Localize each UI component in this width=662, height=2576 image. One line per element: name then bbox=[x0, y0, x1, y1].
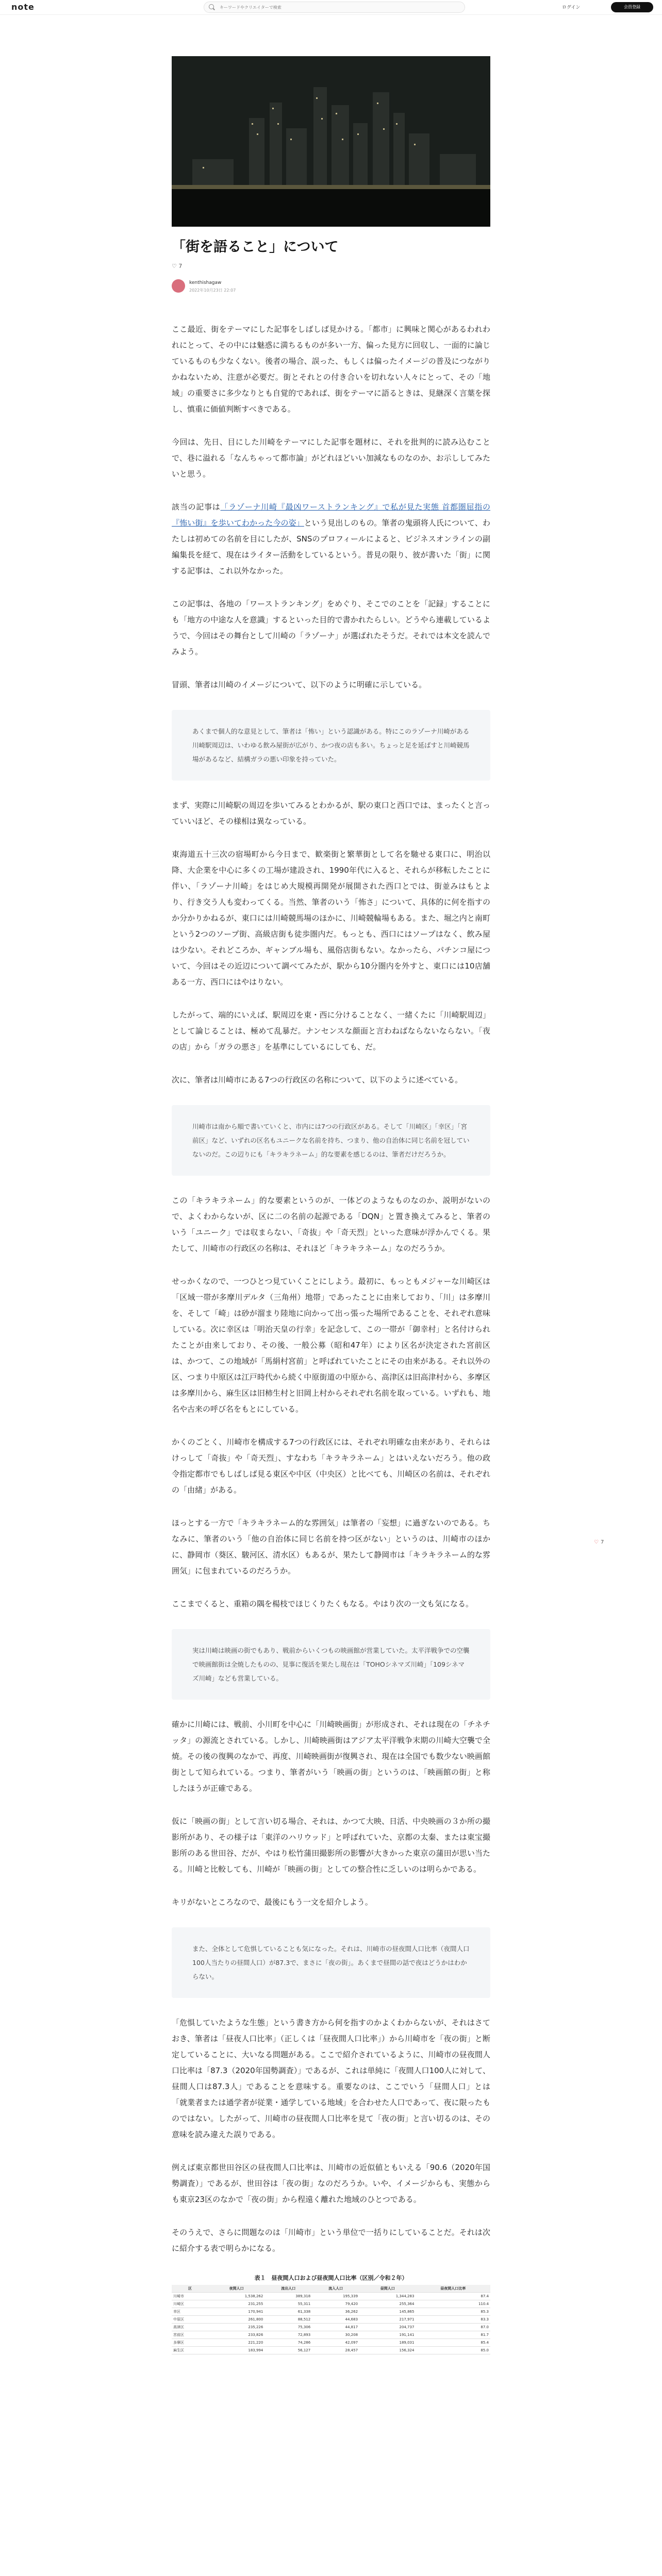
paragraph: この「キラキラネーム」的な要素というのが、一体どのようなものなのか、説明がないので、よくわからないが、区に二の名前の起源である「DQN」と置き換えてみると、筆者のいう「ユニーク」では収まらない、「奇抜」や「奇天烈」といった意味が浮かんでくる。果たして、川崎市の行政区の名称は、それほど「キラキラネーム」なのだろうか。 bbox=[172, 1196, 490, 1253]
paragraph: 今回は、先日、目にした川崎をテーマにした記事を題材に、それを批判的に読み込むことで、巷に溢れる「なんちゃって都市論」がどれほどいい加減なものなのか、お示ししてみたいと思う。 bbox=[172, 437, 490, 479]
table-row bbox=[172, 2339, 490, 2347]
table-cell: 81.7 bbox=[416, 2331, 490, 2339]
search-icon bbox=[209, 4, 214, 9]
login-link[interactable]: ログイン bbox=[562, 5, 581, 10]
table-cell: 麻生区 bbox=[172, 2347, 208, 2354]
table-cell: 87.0 bbox=[416, 2324, 490, 2331]
table-cell: 61,338 bbox=[264, 2308, 312, 2316]
blockquote: あくまで個人的な意見として、筆者は「怖い」という認識がある。特にこのラゾーナ川崎がある川崎駅周辺は、いわゆる飲み屋街が広がり、かつ夜の店も多い。ちょっと足を延ばすと川崎競馬場があるなど、結構ガラの悪い印象を持っていた。 bbox=[172, 710, 490, 781]
population-table bbox=[172, 2285, 490, 2354]
table-cell: 191,141 bbox=[359, 2331, 416, 2339]
table-cell: 30,208 bbox=[312, 2331, 359, 2339]
table-cell: 多摩区 bbox=[172, 2339, 208, 2347]
like-count: 7 bbox=[600, 1539, 604, 1545]
table-cell: 56,127 bbox=[264, 2347, 312, 2354]
table-cell: 261,800 bbox=[208, 2316, 264, 2324]
heart-icon[interactable]: ♡ bbox=[594, 1539, 599, 1545]
table-cell: 高津区 bbox=[172, 2324, 208, 2331]
paragraph: 次に、筆者は川崎市にある7つの行政区の名称について、以下のように述べている。 bbox=[172, 1075, 462, 1084]
blockquote: 実は川崎は映画の街でもあり、戦前からいくつもの映画館が営業していた。太平洋戦争での空襲で映画館街は全焼したものの、見事に復活を果たし現在は「TOHOシネマズ川崎」「109シネマズ川崎」なども営業している。 bbox=[172, 1629, 490, 1700]
blockquote: また、全体として危惧していることも気になった。それは、川崎市の昼夜間人口比率（夜間人口100人当たりの昼間人口）が87.3で、まさに「夜の街」。あくまで昼間の話で夜はどうかはわからない。 bbox=[172, 1927, 490, 1998]
post-date: 2022年10月23日 22:07 bbox=[189, 288, 236, 293]
header-image bbox=[172, 56, 490, 227]
paragraph-text: という見出しのもの。筆者の鬼頭将人氏について、わたしは初めての名前を目にしたが、SNSのプロフィールによると、ビジネスオンラインの副編集長を経て、現在はライター活動をしているという。普見の限り、彼が書いた「街」に関する記事は、これ以外なかった。 bbox=[172, 518, 490, 575]
table-cell: 233,826 bbox=[208, 2331, 264, 2339]
table-cell: 79,420 bbox=[312, 2300, 359, 2308]
paragraph-text: 該当の記事は bbox=[172, 502, 221, 512]
column-header: 区 bbox=[172, 2285, 208, 2293]
search-input[interactable] bbox=[219, 3, 458, 12]
table-cell: 中原区 bbox=[172, 2316, 208, 2324]
signup-button[interactable]: 会員登録 bbox=[611, 2, 653, 12]
table-cell: 195,339 bbox=[312, 2293, 359, 2300]
table-row bbox=[172, 2300, 490, 2308]
paragraph: せっかくなので、一つひとつ見ていくことにしよう。最初に、もっともメジャーな川崎区は「区域一帯が多摩川デルタ（三角州）地帯」であったことに由来しており、「川」は多摩川を、そして「崎」は砂が溜まり陸地に向かって出っ張った場所であることを、それぞれ意味している。次に幸区は「明治天皇の行幸」を記念して、この一帯が「御幸村」と名付けられたことが由来しており、その後、一般公募（昭和47年）により区名が決定された宮前区は、かつて、この地域が「馬絹村宮前」と呼ばれていたことにその由来がある。それ以外の区、つまり中原区は江戸時代から続く中原街道の中原から、高津区は旧高津村から、多摩区は多摩川から、麻生区は旧柿生村と旧岡上村からそれぞれ名前を取っている。いずれも、地名や古来の呼び名をもとにしている。 bbox=[172, 1277, 490, 1414]
table-cell: 28,457 bbox=[312, 2347, 359, 2354]
column-header: 昼間人口 bbox=[359, 2285, 416, 2293]
table-cell: 231,255 bbox=[208, 2300, 264, 2308]
paragraph: したがって、端的にいえば、駅周辺を東・西に分けることなく、一緒くたに「川崎駅周辺」として論じることは、極めて乱暴だ。ナンセンスな顔面と言わねばならないならない。「夜の店」から「ガラの悪さ」を基準にしているにしても、だ。 bbox=[172, 1010, 490, 1052]
table-cell: 217,971 bbox=[359, 2316, 416, 2324]
table-cell: 川崎市 bbox=[172, 2293, 208, 2300]
table-row bbox=[172, 2331, 490, 2339]
table-cell: 55,311 bbox=[264, 2300, 312, 2308]
table-cell: 88,512 bbox=[264, 2316, 312, 2324]
table-cell: 83.3 bbox=[416, 2316, 490, 2324]
table-cell: 川崎区 bbox=[172, 2300, 208, 2308]
table-row bbox=[172, 2347, 490, 2354]
table-cell: 44,683 bbox=[312, 2316, 359, 2324]
paragraph: まず、実際に川崎駅の周辺を歩いてみるとわかるが、駅の東口と西口では、まったくと言っていいほど、その様相は異なっている。 bbox=[172, 801, 490, 826]
table-cell: 87.4 bbox=[416, 2293, 490, 2300]
column-header: 流入人口 bbox=[312, 2285, 359, 2293]
table-header-row bbox=[172, 2285, 490, 2293]
paragraph: 例えば東京都世田谷区の昼夜間人口比率は、川崎市の近似値ともいえる「90.6（2020年国勢調査）」であるが、世田谷は「夜の街」なのだろうか。いや、イメージからも、実態からも東京23区のなかで「夜の街」から程遠く離れた地域のひとつである。 bbox=[172, 2163, 490, 2204]
table-cell: 宮前区 bbox=[172, 2331, 208, 2339]
column-header: 流出人口 bbox=[264, 2285, 312, 2293]
table-cell: 85.4 bbox=[416, 2339, 490, 2347]
paragraph: ここまでくると、重箱の隅を楊枝でほじくりたくもなる。やはり次の一文も気になる。 bbox=[172, 1599, 474, 1608]
city-night-photo bbox=[172, 56, 490, 227]
table-cell: 36,262 bbox=[312, 2308, 359, 2316]
table-cell: 255,364 bbox=[359, 2300, 416, 2308]
table-cell: 44,817 bbox=[312, 2324, 359, 2331]
table-cell: 389,318 bbox=[264, 2293, 312, 2300]
article-link[interactable]: 「ラゾーナ川崎『最凶ワーストランキング』で私が見た実態 首都圏屈指の『怖い街』を歩いてわかった今の姿」 bbox=[172, 502, 490, 528]
paragraph: ほっとする一方で「キラキラネーム的な雰囲気」は筆者の「妄想」に過ぎないのである。ちなみに、筆者のいう「他の自治体に同じ名前を持つ区がない」というのは、川崎市のほかに、静岡市（葵区、駿河区、清水区）もあるが、果たして静岡市は「キラキラネーム的な雰囲気」に包まれているのだろうか。 bbox=[172, 1518, 490, 1575]
column-header: 夜間人口 bbox=[208, 2285, 264, 2293]
table-cell: 85.3 bbox=[416, 2308, 490, 2316]
paragraph: そのうえで、さらに問題なのは「川崎市」という単位で一括りにしていることだ。それは次に紹介する表で明らかになる。 bbox=[172, 2228, 490, 2253]
table-title: 表１ 昼夜間人口および昼夜間人口比率（区別／令和２年） bbox=[254, 2275, 408, 2281]
paragraph bbox=[172, 499, 490, 579]
table-row bbox=[172, 2316, 490, 2324]
table-row bbox=[172, 2308, 490, 2316]
table-cell: 74,286 bbox=[264, 2339, 312, 2347]
like-count: 7 bbox=[178, 263, 183, 269]
paragraph: この記事は、各地の「ワーストランキング」をめぐり、そこでのことを「記録」することにも「地方の中途な人を意識」するといった目的で書かれたらしい。どうやら連載しているようで、今回はその舞台として川崎の「ラゾーナ」が選ばれたそうだ。それでは本文を読んでみよう。 bbox=[172, 599, 490, 656]
table-cell: 189,031 bbox=[359, 2339, 416, 2347]
table-row bbox=[172, 2293, 490, 2300]
paragraph: 冒頭、筆者は川崎のイメージについて、以下のように明確に示している。 bbox=[172, 680, 426, 689]
table-cell: 1,344,283 bbox=[359, 2293, 416, 2300]
paragraph: ここ最近、街をテーマにした記事をしばしば見かける。「都市」に興味と関心があるわれわれにとって、その中には魅惑に満ちるものが多い一方、偏った見方に回収し、一面的に論じているものも少なくない。後者の場合、誤った、もしくは偏ったイメージの普及につながりかねないため、注意が必要だ。街とそれとの付き合いを切れない人々にとって、その「地域」の重要さに多少なりとも自覚的であれば、街をテーマに語るときは、見継深く言葉を探し、慎重に価値判断すべきである。 bbox=[172, 325, 490, 414]
table-cell: 72,893 bbox=[264, 2331, 312, 2339]
paragraph: 東海道五十三次の宿場町から今日まで、歓楽街と繁華街として名を馳せる東口に、明治以降、大企業を中心に多くの工場が建設され、1990年代に入ると、それらが移転したことに伴い、「ラゾーナ川崎」をはじめ大規模再開発が展開された西口とでは、街並みはもとより、行き交う人も変わってくる。当然、筆者のいう「怖さ」について、具体的に何を指すのか分かりかねるが、東口には川崎競馬場のほかに、川崎競輪場もある。また、堀之内と南町という2つのソープ街、高級店街も徒歩圏内だ。もっとも、西口にはソープはなく、飲み屋は少ない。それどころか、ギャンブル場も、風俗店街もない。なかったら、パチンコ屋について、今回はその近辺について調べてみたが、駅から10分圏内を外すと、東口には10店舗ある一方、西口にはやはりない。 bbox=[172, 850, 490, 987]
table-cell: 42,097 bbox=[312, 2339, 359, 2347]
table-cell: 221,220 bbox=[208, 2339, 264, 2347]
note-logo[interactable]: note bbox=[11, 2, 35, 12]
paragraph: かくのごとく、川崎市を構成する7つの行政区には、それぞれ明確な由来があり、それらはけっして「奇抜」や「奇天烈」、すなわち「キラキラネーム」とはいえないだろう。他の政令指定都市でもしばしば見る東区や中区（中央区）と比べても、川崎区の名前は、それぞれの「由緒」がある。 bbox=[172, 1437, 490, 1495]
avatar[interactable] bbox=[172, 279, 185, 293]
article bbox=[172, 237, 490, 2354]
like-row bbox=[172, 263, 490, 274]
table-cell: 145,865 bbox=[359, 2308, 416, 2316]
paragraph: 確かに川崎には、戦前、小川町を中心に「川崎映画街」が形成され、それは現在の「チネチッタ」の源流とされている。しかし、川崎映画街はアジア太平洋戦争末期の川崎大空襲で全焼。その後の復興のなかで、再度、川崎映画街が復興され、現在は全国でも数少ない映画館街として知られている。つまり、筆者がいう「映画の街」というのは、「映画館の街」と称したほうが正確である。 bbox=[172, 1720, 490, 1793]
table-cell: 幸区 bbox=[172, 2308, 208, 2316]
column-header: 昼夜間人口比率 bbox=[416, 2285, 490, 2293]
paragraph: 仮に「映画の街」として言い切る場合、それは、かつて大映、日活、中央映画の３か所の撮影所があり、その様子は「東洋のハリウッド」と呼ばれていた、京都の太秦、または東宝撮影所のある世田谷、だが、やはり松竹蒲田撮影所の影響が大きかった東京の蒲田が思い当たる。川崎と比較しても、川崎が「映画の街」としての整合性に乏しいのは明らかである。 bbox=[172, 1817, 490, 1874]
author-name[interactable]: kenthishagaw bbox=[189, 280, 222, 285]
table-cell: 110.4 bbox=[416, 2300, 490, 2308]
floating-like[interactable] bbox=[594, 1539, 625, 1550]
table-cell: 170,941 bbox=[208, 2308, 264, 2316]
site-header bbox=[0, 0, 662, 15]
paragraph: キリがないところなので、最後にもう一文を紹介しよう。 bbox=[172, 1897, 373, 1907]
table-cell: 235,226 bbox=[208, 2324, 264, 2331]
table-cell: 75,306 bbox=[264, 2324, 312, 2331]
search-bar[interactable] bbox=[204, 2, 465, 13]
paragraph: 「危惧していたような生態」という書き方から何を指すのかよくわからないが、それはさておき、筆者は「昼夜人口比率」（正しくは「昼夜間人口比率」）から川崎市を「夜の街」と断定していることに、大いなる問題がある。ここで紹介されているように、川崎市の昼夜間人口比率は「87.3（2020年国勢調査）」であるが、これは単純に「夜間人口100人に対して、昼間人口は87.3人」であることを意味する。重要なのは、ここでいう「昼間人口」とは「就業者または通学者が従業・通学している地域」を合わせた人口であって、夜に限ったものではない。したがって、川崎市の昼夜間人口比率を見て「夜の街」と言い切るのは、その意味を読み違えた誤りである。 bbox=[172, 2018, 490, 2139]
table-cell: 85.0 bbox=[416, 2347, 490, 2354]
table-cell: 1,538,262 bbox=[208, 2293, 264, 2300]
table-cell: 183,994 bbox=[208, 2347, 264, 2354]
heart-icon[interactable]: ♡ bbox=[172, 263, 177, 269]
blockquote: 川崎市は南から順で書いていくと、市内には7つの行政区がある。そして「川崎区」「幸区」「宮前区」など、いずれの区名もユニークな名前を持ち、つまり、他の自治体に同じ名前を冠していないのだ。この辺りにも「キラキラネーム」的な要素を感じるのは、筆者だけだろうか。 bbox=[172, 1105, 490, 1176]
article-title: 「街を語ること」について bbox=[172, 239, 339, 255]
table-row bbox=[172, 2324, 490, 2331]
table-cell: 156,324 bbox=[359, 2347, 416, 2354]
table-cell: 204,737 bbox=[359, 2324, 416, 2331]
author-block bbox=[172, 278, 490, 299]
